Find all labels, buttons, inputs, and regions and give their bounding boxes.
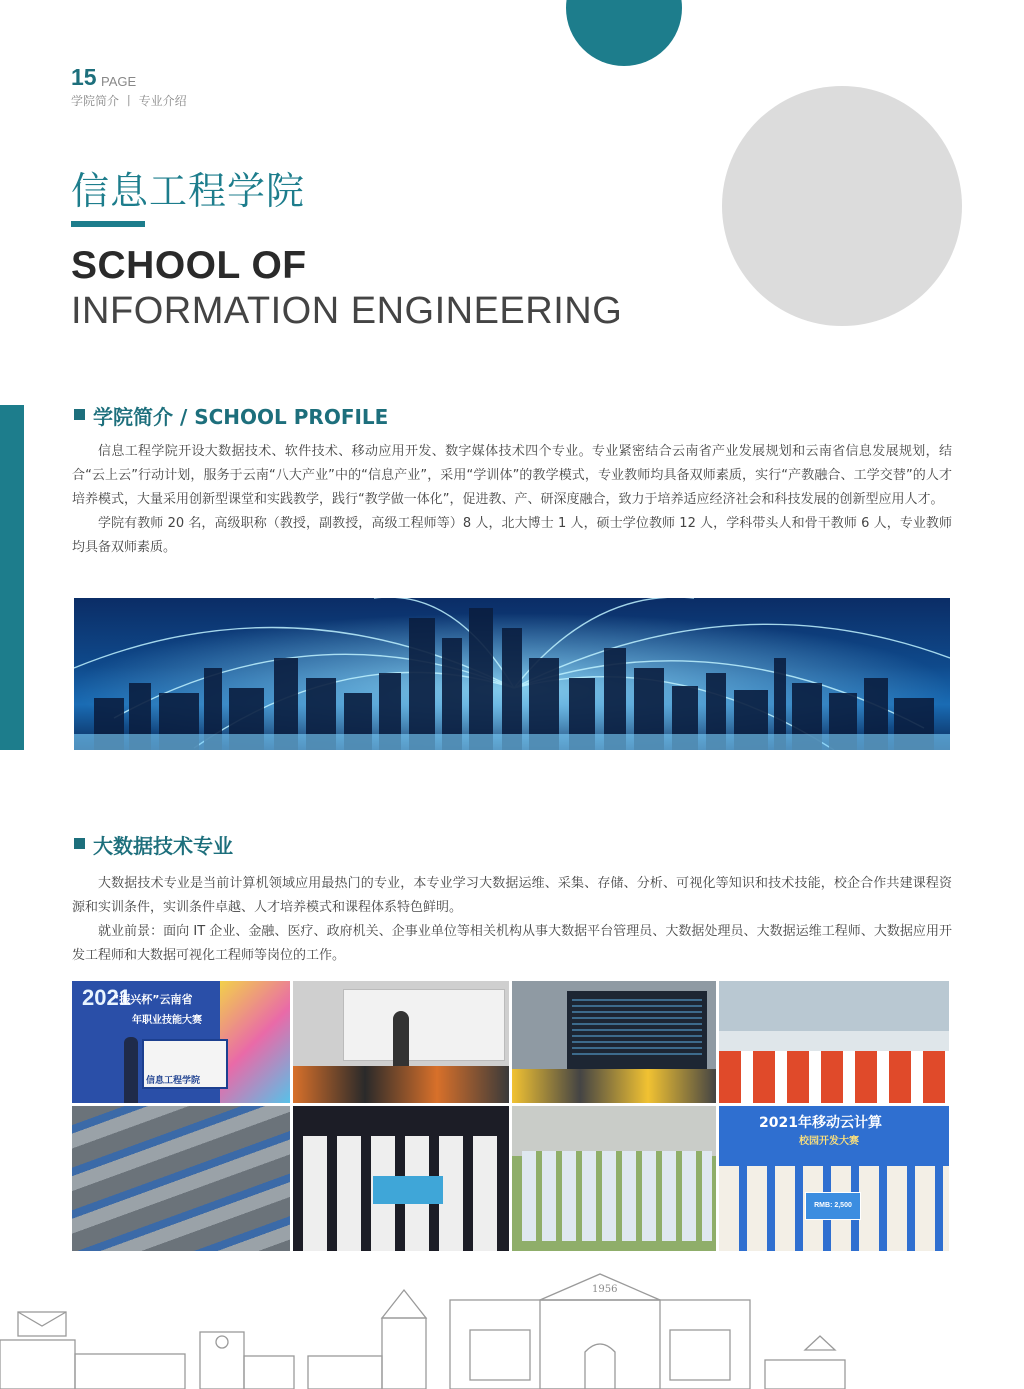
- title-underline: [71, 221, 145, 227]
- section-marker: [74, 838, 85, 849]
- section-bigdata-body: [72, 872, 952, 968]
- profile-paragraph: 学院有教师 20 名，高级职称（教授，副教授，高级工程师等）8 人，北大博士 1 人，硕士学位教师 12 人，学科带头人和骨干教师 6 人，专业教师均具备双师素质。: [72, 516, 952, 555]
- page-title-cn: 信息工程学院: [71, 169, 306, 213]
- photo-text: “振兴杯”云南省: [112, 993, 193, 1006]
- photo-text: 信息工程学院: [146, 1076, 201, 1086]
- photo-exam-hall: [72, 1106, 290, 1251]
- prize-board: RMB: 2,500: [805, 1192, 861, 1220]
- page-title-en-line2: INFORMATION ENGINEERING: [71, 290, 623, 332]
- campus-skyline-illustration: [0, 1270, 1024, 1389]
- photo-year-text: 2021: [82, 985, 131, 1010]
- page-word: PAGE: [101, 74, 137, 89]
- photo-lecture: [293, 981, 509, 1103]
- page-title-en-line1: SCHOOL OF: [71, 244, 307, 287]
- page-number: 15: [71, 64, 97, 90]
- photo-screen-lab: [512, 981, 716, 1103]
- section-marker: [74, 409, 85, 420]
- section-profile-body: [72, 440, 952, 560]
- photo-text: 2021年移动云计算: [759, 1115, 882, 1131]
- city-network-illustration: [74, 598, 950, 750]
- photo-cloud-contest: [719, 1106, 949, 1251]
- side-accent-bar: [0, 405, 24, 750]
- photo-competition-banner: [72, 981, 290, 1103]
- section-heading-bigdata: 大数据技术专业: [93, 834, 233, 858]
- photo-award-stage: [293, 1106, 509, 1251]
- photo-text: 校园开发大赛: [799, 1136, 859, 1147]
- decorative-teal-semicircle: [566, 0, 682, 66]
- breadcrumb: 学院简介 丨 专业介绍: [71, 94, 187, 108]
- photo-football-team: [512, 1106, 716, 1251]
- section-heading-profile: 学院简介 / SCHOOL PROFILE: [93, 405, 389, 429]
- photo-text: 年职业技能大赛: [132, 1015, 202, 1026]
- city-network-banner: [74, 598, 950, 750]
- skyline-year: 1956: [592, 1284, 618, 1295]
- bigdata-paragraph: 大数据技术专业是当前计算机领域应用最热门的专业，本专业学习大数据运维、采集、存储、分析、可视化等知识和技术技能，校企合作共建课程资源和实训条件，实训条件卓越、人才培养模式和课程体系特色鲜明。: [72, 876, 952, 915]
- profile-paragraph: 信息工程学院开设大数据技术、软件技术、移动应用开发、数字媒体技术四个专业。专业紧密结合云南省产业发展规划和云南省信息发展规划，结合“云上云”行动计划，服务于云南“八大产业”中的“信息产业”，采用“学训体”的教学模式，专业教师均具备双师素质，实行“产教融合、工学交替”的人才培养模式，大量采用创新型课堂和实践教学，践行“教学做一体化”，促进教、产、研深度融合，致力于培养适应经济社会和科技发展的创新型应用人才。: [72, 444, 952, 507]
- photo-grid: [72, 981, 950, 1251]
- decorative-gray-circle: [722, 86, 962, 326]
- photo-computer-lab: [719, 981, 949, 1103]
- bigdata-paragraph: 就业前景：面向 IT 企业、金融、医疗、政府机关、企事业单位等相关机构从事大数据平台管理员、大数据处理员、大数据运维工程师、大数据应用开发工程师和大数据可视化工程师等岗位的工作。: [72, 924, 952, 963]
